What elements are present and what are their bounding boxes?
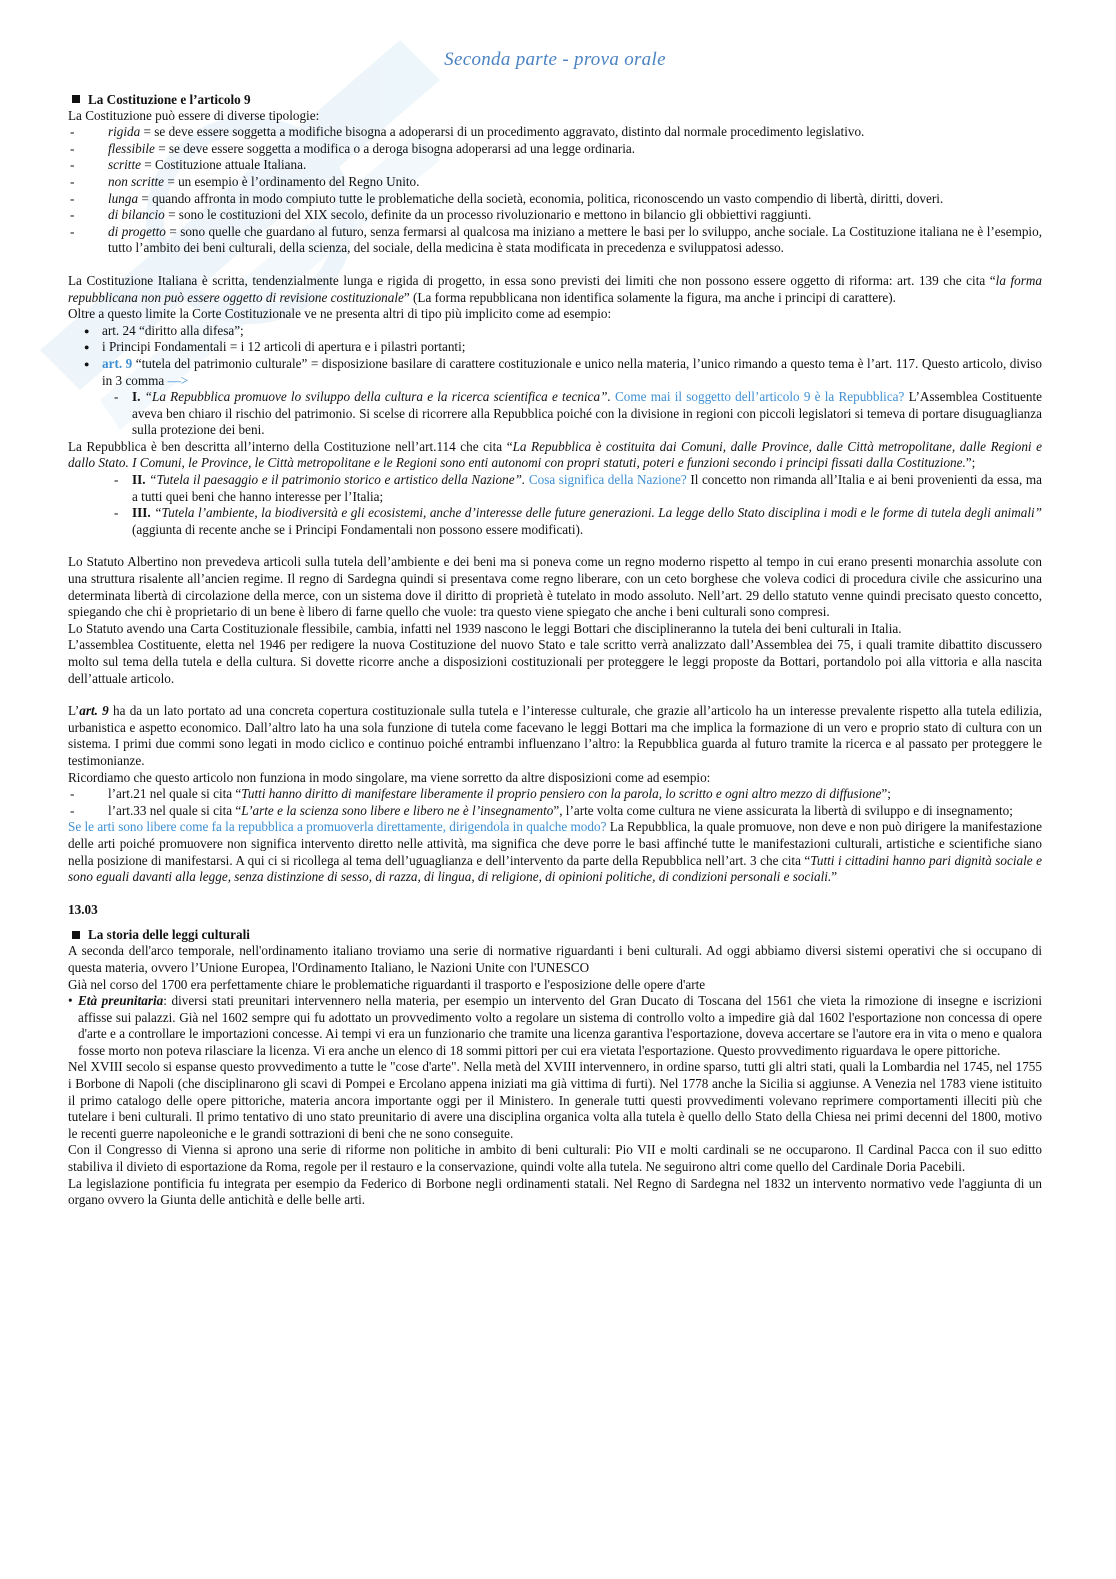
list-item: ● art. 9 “tutela del patrimonio culturale” = disposizione basilare di carattere costituzionale e unico nella materia, l’unico rimando a questo tema è l’art. 117. Questo articolo, diviso in 3 comma —> — [68, 356, 1042, 389]
square-bullet-icon — [72, 95, 80, 103]
paragraph: Se le arti sono libere come fa la repubblica a promuoverla direttamente, dirigendola in qualche modo? La Repubblica, la quale promuove, non deve e non può dirigere la manifestazione delle arti poiché promuovere non significa intervento diretto nelle attività, ma significa che deve porre le basi affinché tutte le manifestazioni culturali, artistiche e scientifiche siano nella posizione di manifestarsi. A qui ci si ricollega al tema dell’uguaglianza e dell’intervento da parte della Repubblica nell’art. 3 che cita “Tutti i cittadini hanno pari dignità sociale e sono eguali davanti alla legge, senza distinzione di sesso, di razza, di lingua, di religione, di opinioni politiche, di condizioni personali e sociali.” — [68, 819, 1042, 885]
list-item: - III. “Tutela l’ambiente, la biodiversità e gli ecosistemi, anche d’interesse delle future generazioni. La legge dello Stato disciplina i modi e le forme di tutela degli animali” (aggiunta di recente anche se i Principi Fondamentali non possono essere modificati). — [68, 505, 1042, 538]
paragraph: La legislazione pontificia fu integrata per esempio da Federico di Borbone negli ordinamenti statali. Nel Regno di Sardegna nel 1832 un intervento normativo vede l'aggiunta di un organo ovvero la Giunta delle antichità e delle belle arti. — [68, 1175, 1042, 1208]
page-title: Seconda parte - prova orale — [444, 49, 666, 70]
related-articles-list — [68, 786, 1042, 819]
list-item: ● i Principi Fondamentali = i 12 articoli di apertura e i pilastri portanti; — [68, 339, 1042, 356]
paragraph: Nel XVIII secolo si espanse questo provvedimento a tutte le "cose d'arte". Nella metà del XVIII intervennero, in ordine sparso, tutti gli altri stati, quali la Lombardia nel 1745, nel 1755 i Borbone di Napoli (che disciplinarono gli scavi di Pompei e Ercolano appena iniziati ma già vittima di furti). Nel 1778 anche la Sicilia si aggiunse. A Venezia nel 1783 viene istituito il primo catalogo delle opere pittoriche, materia ancora importante oggi per il Ministero. In generale tutti questi provvedimenti volevano reprimere comportamenti illeciti più che tutelare i beni culturali. Il primo tentativo di uno stato preunitario di avere una disciplina organica volta alla tutela è quello dello Stato della Chiesa nei primi decenni del 1800, motivo le recenti guerre napoleoniche e le grandi sottrazioni di beni che ne sono conseguite. — [68, 1059, 1042, 1141]
list-item: - lunga = quando affronta in modo compiuto tutte le problematiche della società, economia, politica, riconoscendo un vasto compendio di libertà, diritti, doveri. — [68, 191, 1042, 208]
list-item: - l’art.33 nel quale si cita “L’arte e la scienza sono libere e libero ne è l’insegnamento”, l’arte volta come cultura ne viene assicurata la libertà di sviluppo e di insegnamento; — [68, 803, 1042, 820]
list-item: - di bilancio = sono le costituzioni del XIX secolo, definite da un processo rivoluzionario e mettono in bilancio gli obbiettivi raggiunti. — [68, 207, 1042, 224]
paragraph: Ricordiamo che questo articolo non funziona in modo singolare, ma viene sorretto da altre disposizioni come ad esempio: — [68, 769, 711, 785]
list-item: - I. “La Repubblica promuove lo sviluppo della cultura e la ricerca scientifica e tecnica”. Come mai il soggetto dell’articolo 9 è la Repubblica? L’Assemblea Costituente aveva ben chiaro il rischio del patrimonio. Si scelse di ricorrere alla Repubblica poiché con la divisione in regioni con piccoli legislatori si temeva di portare disuguaglianza sulla protezione dei beni. — [68, 389, 1042, 439]
list-item: - flessibile = se deve essere soggetta a modifica o a deroga bisogna adoperarsi ad una legge ordinaria. — [68, 141, 1042, 158]
paragraph: L’assemblea Costituente, eletta nel 1946 per redigere la nuova Costituzione del nuovo Stato e tale scritto verrà analizzato dall’Assemblea dei 75, i quali tramite dibattito discussero molto sul tema della tutela e della cultura. Si dovette ricorre anche a disposizioni costituzionali per proteggere le leggi proposte da Bottari, portandolo poi alla vittoria e alla nascita dell’attuale articolo. — [68, 637, 1042, 686]
paragraph: A seconda dell'arco temporale, nell'ordinamento italiano troviamo una serie di normative riguardanti i beni culturali. Ad oggi abbiamo diversi sistemi operativi che si occupano di questa materia, ovvero l’Unione Europea, l'Ordinamento Italiano, le Nazioni Unite con l'UNESCO — [68, 943, 1042, 975]
list-item: - II. “Tutela il paesaggio e il patrimonio storico e artistico della Nazione”. Cosa significa della Nazione? Il concetto non rimanda all’Italia e ai beni provenienti da essa, ma a tutti quei beni che hanno interesse per l’Italia; — [68, 472, 1042, 505]
section-heading-costituzione: La Costituzione e l’articolo 9 — [68, 91, 1042, 108]
paragraph: Con il Congresso di Vienna si aprono una serie di riforme non politiche in ambito di beni culturali: Pio VII e molti cardinali se ne occuparono. Il Cardinal Pacca con il suo editto stabiliva il divieto di esportazione da Roma, regole per il restauro e la conservazione, quindi volte alla tutela. Ne seguirono altri come quello del Cardinale Doria Pacebili. — [68, 1142, 1042, 1175]
square-bullet-icon — [72, 931, 80, 939]
section-date: 13.03 — [68, 901, 98, 917]
paragraph: Lo Statuto Albertino non prevedeva articoli sulla tutela dell’ambiente e dei beni ma si poneva come un regno moderno rispetto al tempo in cui erano presenti monarchia assolute con una struttura risalente all’ancien regime. Il regno di Sardegna quindi si presentava come regno liberare, con un ceto borghese che voleva codici di procedura civile che assicurino una determinata libertà di circolazione della merce, con un sistema dove il diritto di proprietà è tutelato in modo assoluto. Nell’art. 29 dello statuto venne quindi precisato questo concetto, spiegando che chi è proprietario di un bene è libero di farne quello che vuole: tra questo viene spiegato che anche i beni culturali sono compresi. — [68, 554, 1042, 620]
paragraph: Già nel corso del 1700 era perfettamente chiare le problematiche riguardanti il trasporto e l'esposizione delle opere d'arte — [68, 976, 706, 992]
list-item: - scritte = Costituzione attuale Italiana. — [68, 157, 1042, 174]
list-item: - l’art.21 nel quale si cita “Tutti hanno diritto di manifestare liberamente il proprio pensiero con la parola, lo scritto e ogni altro mezzo di diffusione”; — [68, 786, 1042, 803]
eta-preunitaria-list — [68, 993, 1042, 1059]
implicit-limits-list — [68, 323, 1042, 389]
comma-list-1 — [68, 389, 1042, 439]
paragraph: L’art. 9 ha da un lato portato ad una concreta copertura costituzionale sulla tutela e l’interesse culturale, che grazie all’articolo ha un interesse prevalente rispetto alla tutela edilizia, urbanistica e aspetto economico. Dall’altro lato ha una sola funzione di tutela come facevano le leggi Bottari ma che implica la formazione di un vero e proprio stato di cultura con un sistema. I primi due commi sono legati in modo ciclico e continuo poiché entrambi influenzano l’altro: la Repubblica guarda al futuro tramite la ricerca e al passato per proteggere le testimonianze. — [68, 703, 1043, 768]
list-item: - non scritte = un esempio è l’ordinamento del Regno Unito. — [68, 174, 1042, 191]
section-heading-storia: La storia delle leggi culturali — [68, 926, 1042, 943]
list-item: - rigida = se deve essere soggetta a modifiche bisogna a adoperarsi di un procedimento aggravato, distinto dal normale procedimento legislativo. — [68, 124, 1042, 141]
list-item: ● art. 24 “diritto alla difesa”; — [68, 323, 1042, 340]
paragraph: La Costituzione Italiana è scritta, tendenzialmente lunga e rigida di progetto, in essa sono previsti dei limiti che non possono essere oggetto di riforma: art. 139 che cita “la forma repubblicana non può essere oggetto di revisione costituzionale” (La forma repubblicana non identifica solamente la figura, ma anche i principi di carattere). — [68, 272, 1043, 305]
paragraph: Lo Statuto avendo una Carta Costituzionale flessibile, cambia, infatti nel 1939 nascono le leggi Bottari che disciplineranno la tutela dei beni culturali in Italia. — [68, 620, 902, 636]
list-item: - di progetto = sono quelle che guardano al futuro, senza fermarsi al qualcosa ma iniziano a mettere le basi per lo sviluppo, anche sociale. La Costituzione italiana ne è l’esempio, tutto l’ambito dei beni culturali, della scienza, del sociale, della medicina è stata modificata in precedenza e sviluppatosi adesso. — [68, 224, 1042, 257]
list-item: • Età preunitaria: diversi stati preunitari intervennero nella materia, per esempio un intervento del Gran Ducato di Toscana del 1561 che vieta la rimozione di insegne e iscrizioni affisse sui palazzi. Già nel 1602 sempre qui fu adottato un provvedimento volto a regolare un sistema di controllo volto a impedire già dal 1602 l'esportazione non concessa di opere d'arte e a controllare le importazioni concesse. Ai tempi vi era un funzionario che tramite una licenza garantiva l'esportazione, doveva accertare se l'autore era in vita o meno e qualora fosse morto non poteva rilasciare la licenza. Vi era anche un elenco di 18 sommi pittori per cui era vietata l'esportazione. Questo provvedimento riguardava le opere pittoriche. — [68, 993, 1042, 1059]
constitution-types-list — [68, 124, 1042, 257]
comma-list-2 — [68, 472, 1042, 538]
paragraph: La Repubblica è ben descritta all’interno della Costituzione nell’art.114 che cita “La Repubblica è costituita dai Comuni, dalle Province, dalle Città metropolitane, dalle Regioni e dallo Stato. I Comuni, le Province, le Città metropolitane e le Regioni sono enti autonomi con propri statuti, poteri e funzioni secondo i principi fissati dalla Costituzione.”; — [68, 438, 1042, 471]
paragraph: Oltre a questo limite la Corte Costituzionale ve ne presenta altri di tipo più implicito come ad esempio: — [68, 306, 612, 322]
document-page — [68, 49, 1043, 1209]
paragraph: La Costituzione può essere di diverse tipologie: — [68, 107, 320, 123]
